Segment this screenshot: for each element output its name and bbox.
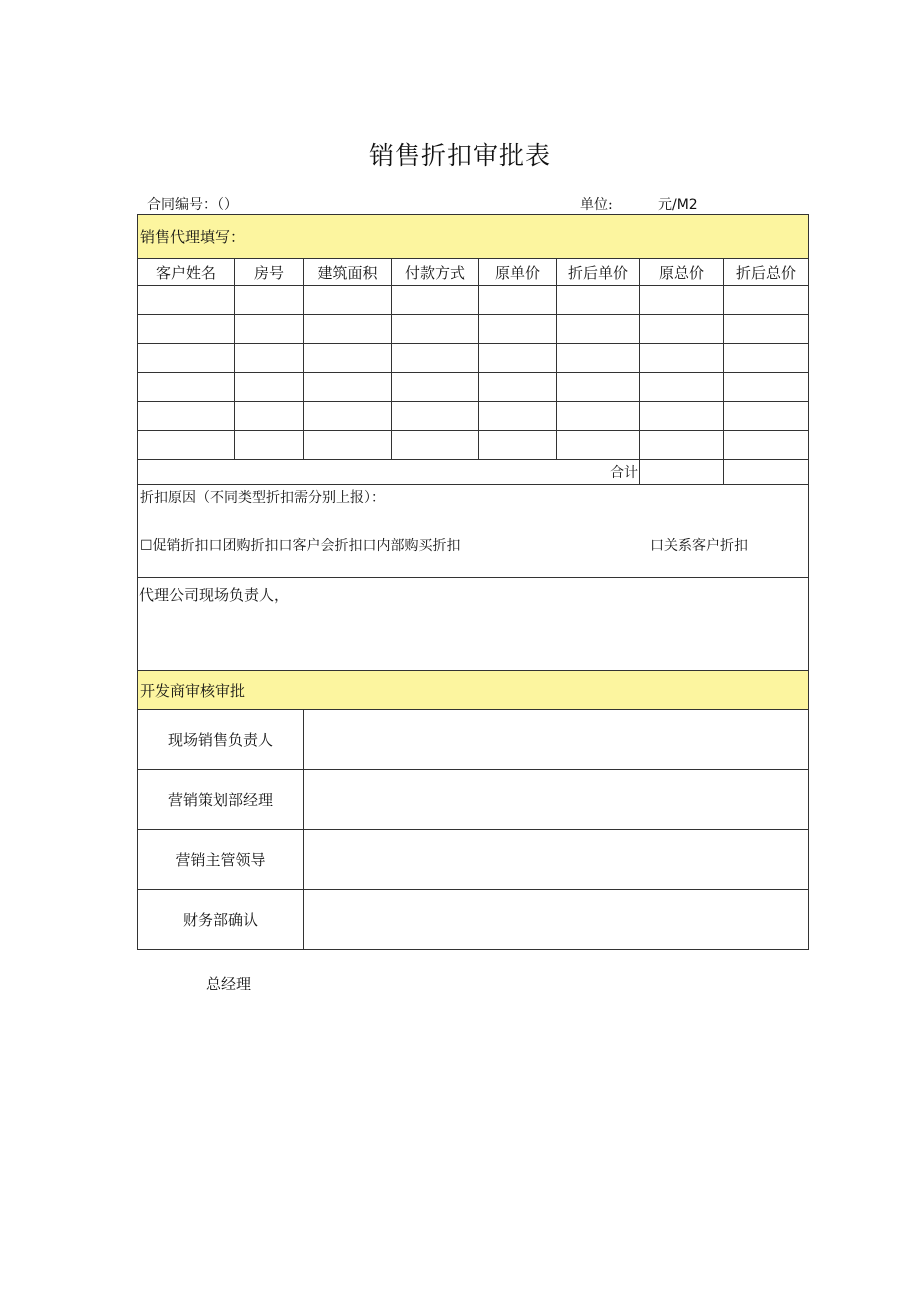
approval-row <box>138 710 809 770</box>
total-original-price-cell[interactable] <box>640 460 724 485</box>
table-cell[interactable] <box>138 286 235 315</box>
table-cell[interactable] <box>304 315 392 344</box>
unit-value: 元/M2 <box>658 197 698 213</box>
table-cell[interactable] <box>304 402 392 431</box>
discount-approval-table <box>137 214 809 950</box>
table-cell[interactable] <box>235 431 304 460</box>
table-cell[interactable] <box>392 402 479 431</box>
table-cell[interactable] <box>724 286 809 315</box>
table-cell[interactable] <box>392 431 479 460</box>
total-discounted-price-cell[interactable] <box>724 460 809 485</box>
approver-label: 现场销售负责人 <box>138 710 304 770</box>
table-cell[interactable] <box>392 373 479 402</box>
agent-section-heading: 销售代理填写： <box>138 215 809 259</box>
table-cell[interactable] <box>235 402 304 431</box>
table-row <box>138 373 809 402</box>
unit-label: 单位: <box>580 197 613 213</box>
table-cell[interactable] <box>479 286 557 315</box>
table-cell[interactable] <box>724 402 809 431</box>
agent-manager-row <box>138 578 809 671</box>
table-cell[interactable] <box>138 344 235 373</box>
table-cell[interactable] <box>235 315 304 344</box>
table-cell[interactable] <box>479 315 557 344</box>
agent-manager-label: 代理公司现场负责人， <box>139 586 290 604</box>
approval-row <box>138 830 809 890</box>
approver-label: 营销策划部经理 <box>138 770 304 830</box>
table-cell[interactable] <box>724 315 809 344</box>
table-row <box>138 344 809 373</box>
column-header: 折后单价 <box>557 259 640 286</box>
table-cell[interactable] <box>479 373 557 402</box>
table-cell[interactable] <box>724 344 809 373</box>
approval-row <box>138 890 809 950</box>
discount-reason-options[interactable]: ☐促销折扣口团购折扣口客户会折扣口内部购买折扣 <box>140 538 461 554</box>
table-cell[interactable] <box>724 373 809 402</box>
table-row <box>138 431 809 460</box>
column-header: 付款方式 <box>392 259 479 286</box>
table-cell[interactable] <box>235 373 304 402</box>
table-cell[interactable] <box>557 344 640 373</box>
column-header: 原总价 <box>640 259 724 286</box>
table-cell[interactable] <box>138 315 235 344</box>
approval-signature-cell[interactable] <box>304 770 809 830</box>
table-cell[interactable] <box>640 344 724 373</box>
total-row <box>138 460 809 485</box>
relationship-discount-option[interactable]: 口关系客户折扣 <box>650 538 748 554</box>
table-cell[interactable] <box>640 373 724 402</box>
table-row <box>138 286 809 315</box>
discount-reason-row <box>138 485 809 578</box>
table-cell[interactable] <box>640 315 724 344</box>
table-cell[interactable] <box>640 431 724 460</box>
table-cell[interactable] <box>557 315 640 344</box>
table-cell[interactable] <box>557 286 640 315</box>
table-cell[interactable] <box>479 431 557 460</box>
agent-manager-cell[interactable] <box>138 578 809 671</box>
table-cell[interactable] <box>640 402 724 431</box>
approval-signature-cell[interactable] <box>304 830 809 890</box>
approval-signature-cell[interactable] <box>304 890 809 950</box>
approval-signature-cell[interactable] <box>304 710 809 770</box>
general-manager-label: 总经理 <box>206 975 252 993</box>
table-cell[interactable] <box>724 431 809 460</box>
discount-reason-cell <box>138 485 809 578</box>
column-header: 房号 <box>235 259 304 286</box>
approver-label: 营销主管领导 <box>138 830 304 890</box>
total-label: 合计 <box>138 460 640 485</box>
table-cell[interactable] <box>138 431 235 460</box>
approval-row <box>138 770 809 830</box>
table-cell[interactable] <box>392 286 479 315</box>
column-header-row <box>138 259 809 286</box>
agent-section-header <box>138 215 809 259</box>
table-cell[interactable] <box>479 344 557 373</box>
table-cell[interactable] <box>557 373 640 402</box>
table-cell[interactable] <box>235 344 304 373</box>
column-header: 原单价 <box>479 259 557 286</box>
table-cell[interactable] <box>479 402 557 431</box>
table-cell[interactable] <box>304 373 392 402</box>
table-cell[interactable] <box>138 402 235 431</box>
table-row <box>138 315 809 344</box>
column-header: 建筑面积 <box>304 259 392 286</box>
developer-section-heading: 开发商审核审批 <box>138 671 809 710</box>
discount-reason-title: 折扣原因（不同类型折扣需分别上报）： <box>140 490 385 506</box>
table-cell[interactable] <box>304 286 392 315</box>
table-cell[interactable] <box>304 344 392 373</box>
table-cell[interactable] <box>235 286 304 315</box>
column-header: 客户姓名 <box>138 259 235 286</box>
table-cell[interactable] <box>392 344 479 373</box>
developer-section-header <box>138 671 809 710</box>
table-cell[interactable] <box>392 315 479 344</box>
form-title: 销售折扣审批表 <box>368 141 551 170</box>
table-cell[interactable] <box>138 373 235 402</box>
table-cell[interactable] <box>557 431 640 460</box>
table-cell[interactable] <box>304 431 392 460</box>
table-cell[interactable] <box>557 402 640 431</box>
table-row <box>138 402 809 431</box>
table-cell[interactable] <box>640 286 724 315</box>
column-header: 折后总价 <box>724 259 809 286</box>
approver-label: 财务部确认 <box>138 890 304 950</box>
contract-number-label: 合同编号：（） <box>147 197 238 213</box>
